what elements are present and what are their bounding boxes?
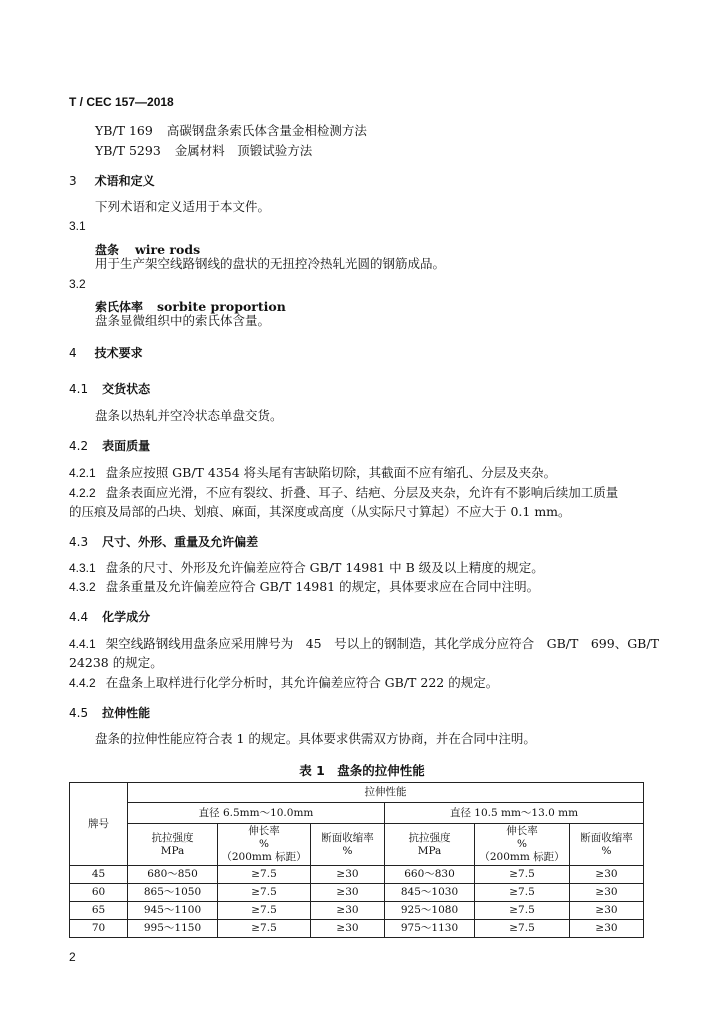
diameter-range-header: 直径 10.5 mm～13.0 mm [385, 803, 644, 824]
header-unit: % [342, 844, 353, 857]
tensile-properties-table [69, 782, 644, 938]
strength-cell: 865～1050 [128, 884, 218, 902]
subsection-title: 尺寸、外形、重量及允许偏差 [102, 535, 259, 549]
strength-cell: 680～850 [128, 866, 218, 884]
grade-cell: 65 [70, 902, 128, 920]
elongation-cell: ≥7.5 [475, 902, 570, 920]
strength-cell: 660～830 [385, 866, 475, 884]
ref-title: 金属材料 顶锻试验方法 [174, 143, 313, 158]
elongation-cell: ≥7.5 [218, 902, 311, 920]
table-row [70, 884, 644, 902]
reduction-cell: ≥30 [311, 902, 385, 920]
grade-cell: 45 [70, 866, 128, 884]
column-header-reduction [311, 824, 385, 866]
reduction-cell: ≥30 [311, 866, 385, 884]
subsection-heading [69, 704, 150, 721]
table-row [70, 902, 644, 920]
ref-item [95, 143, 312, 159]
reduction-cell: ≥30 [570, 866, 644, 884]
paragraph: 下列术语和定义适用于本文件。 [95, 199, 271, 214]
clause-number: 4.4.1 [69, 637, 96, 651]
grade-cell: 70 [70, 920, 128, 938]
clause [69, 636, 659, 652]
ref-title: 高碳钢盘条索氏体含量金相检测方法 [166, 123, 367, 138]
strength-cell: 925～1080 [385, 902, 475, 920]
subsection-title: 表面质量 [102, 439, 151, 453]
reduction-cell: ≥30 [311, 920, 385, 938]
column-header-elongation [475, 824, 570, 866]
elongation-cell: ≥7.5 [218, 920, 311, 938]
header-line: 断面收缩率 [580, 831, 633, 844]
group-header: 拉伸性能 [128, 783, 644, 803]
term-zh: 索氏体率 [95, 300, 144, 314]
term-definition: 用于生产架空线路钢线的盘状的无扭控冷热轧光圆的钢筋成品。 [95, 256, 446, 271]
term-en: sorbite proportion [157, 299, 286, 314]
section-title: 技术要求 [94, 346, 143, 360]
subsection-number: 4.3 [69, 535, 89, 549]
grade-cell: 60 [70, 884, 128, 902]
reduction-cell: ≥30 [570, 884, 644, 902]
ref-item [95, 123, 367, 139]
clause-number: 4.4.2 [69, 676, 96, 690]
elongation-cell: ≥7.5 [218, 884, 311, 902]
page-number: 2 [69, 950, 76, 964]
section-title: 术语和定义 [94, 174, 155, 188]
header-note: （200mm 标距） [221, 851, 307, 863]
table-caption: 表 1 盘条的拉伸性能 [299, 763, 425, 778]
header-note: （200mm 标距） [479, 851, 565, 863]
section-heading [69, 172, 155, 189]
term-definition: 盘条显微组织中的索氏体含量。 [95, 313, 271, 328]
clause [69, 675, 498, 691]
ref-code: YB/T 5293 [95, 143, 161, 158]
header-line: 伸长率 [248, 825, 280, 837]
term-zh: 盘条 [95, 243, 120, 257]
elongation-cell: ≥7.5 [475, 884, 570, 902]
subsection-number: 4.5 [69, 706, 89, 720]
clause [69, 560, 544, 576]
subsection-title: 交货状态 [102, 382, 151, 396]
term-number: 3.2 [69, 277, 86, 291]
subsection-heading [69, 533, 258, 550]
elongation-cell: ≥7.5 [475, 920, 570, 938]
paragraph: 盘条以热轧并空冷状态单盘交货。 [95, 408, 283, 423]
clause-text: 架空线路钢线用盘条应采用牌号为 45 号以上的钢制造，其化学成分应符合 GB/T 699、GB/T [105, 636, 659, 651]
reduction-cell: ≥30 [311, 884, 385, 902]
clause-continuation: 的压痕及局部的凸块、划痕、麻面，其深度或高度（从实际尺寸算起）不应大于 0.1 mm。 [69, 504, 571, 519]
header-line: 伸长率 [506, 825, 538, 837]
reduction-cell: ≥30 [570, 920, 644, 938]
clause-number: 4.3.2 [69, 580, 96, 594]
subsection-heading [69, 380, 150, 397]
section-heading [69, 344, 143, 361]
header-unit: MPa [417, 844, 442, 857]
header-line: 断面收缩率 [321, 831, 374, 844]
subsection-title: 化学成分 [102, 610, 151, 624]
table-row [70, 866, 644, 884]
header-unit: MPa [160, 844, 185, 857]
diameter-range-header: 直径 6.5mm～10.0mm [128, 803, 385, 824]
clause-continuation: 24238 的规定。 [69, 655, 163, 670]
strength-cell: 945～1100 [128, 902, 218, 920]
header-unit: % [259, 838, 269, 850]
clause-text: 盘条的尺寸、外形及允许偏差应符合 GB/T 14981 中 B 级及以上精度的规定。 [105, 560, 544, 575]
column-header-strength [385, 824, 475, 866]
clause-text: 在盘条上取样进行化学分析时，其允许偏差应符合 GB/T 222 的规定。 [105, 675, 499, 690]
header-unit: % [517, 838, 527, 850]
subsection-number: 4.2 [69, 439, 89, 453]
strength-cell: 995～1150 [128, 920, 218, 938]
section-number: 4 [69, 346, 77, 360]
reduction-cell: ≥30 [570, 902, 644, 920]
strength-cell: 845～1030 [385, 884, 475, 902]
column-header-elongation [218, 824, 311, 866]
column-header-strength [128, 824, 218, 866]
subsection-heading [69, 608, 150, 625]
table-row [70, 920, 644, 938]
term-en: wire rods [135, 242, 201, 257]
header-unit: % [601, 844, 612, 857]
strength-cell: 975～1130 [385, 920, 475, 938]
subsection-number: 4.1 [69, 382, 89, 396]
clause [69, 465, 556, 481]
elongation-cell: ≥7.5 [475, 866, 570, 884]
elongation-cell: ≥7.5 [218, 866, 311, 884]
clause-text: 盘条应按照 GB/T 4354 将头尾有害缺陷切除，其截面不应有缩孔、分层及夹杂。 [105, 465, 557, 480]
subsection-title: 拉伸性能 [102, 706, 151, 720]
ref-code: YB/T 169 [95, 123, 153, 138]
header-line: 抗拉强度 [408, 831, 451, 844]
subsection-number: 4.4 [69, 610, 89, 624]
subsection-heading [69, 437, 150, 454]
clause-number: 4.2.2 [69, 486, 96, 500]
clause-text: 盘条重量及允许偏差应符合 GB/T 14981 的规定，具体要求应在合同中注明。 [105, 579, 540, 594]
column-header-reduction [570, 824, 644, 866]
clause-number: 4.3.1 [69, 561, 96, 575]
term-number: 3.1 [69, 219, 86, 233]
clause-number: 4.2.1 [69, 466, 96, 480]
clause [69, 579, 539, 595]
grade-header: 牌号 [70, 783, 128, 866]
header-line: 抗拉强度 [151, 831, 194, 844]
section-number: 3 [69, 174, 77, 188]
clause-text: 盘条表面应光滑，不应有裂纹、折叠、耳子、结疤、分层及夹杂，允许有不影响后续加工质量 [105, 485, 619, 500]
document-id: T / CEC 157—2018 [69, 95, 174, 109]
paragraph: 盘条的拉伸性能应符合表 1 的规定。具体要求供需双方协商，并在合同中注明。 [95, 731, 536, 746]
clause [69, 485, 618, 501]
